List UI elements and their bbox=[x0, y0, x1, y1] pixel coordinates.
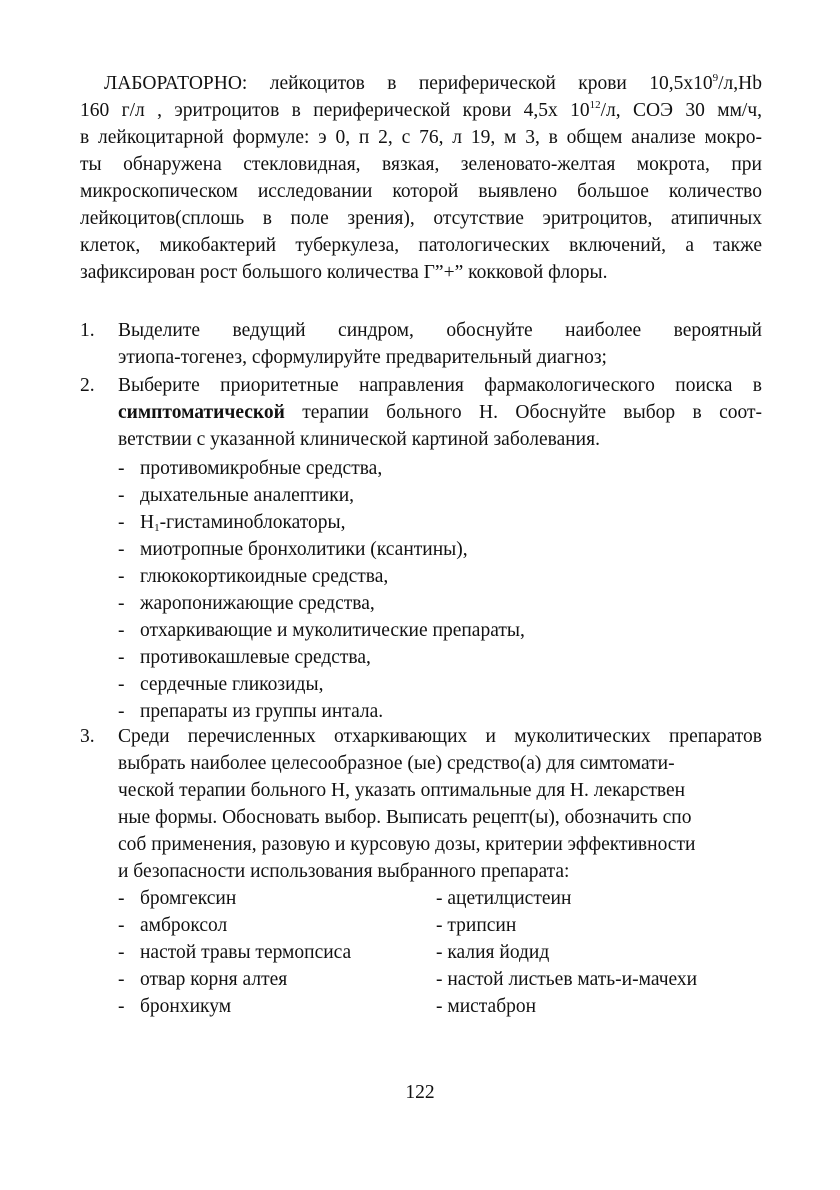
lab-line: лейкоцитов(сплошь в поле зрения), отсутствие эритроцитов, атипичных bbox=[80, 208, 762, 229]
lab-line: ЛАБОРАТОРНО: лейкоцитов в периферической крови $10,5х10^9/л,Hb$ bbox=[104, 72, 762, 94]
list-item: - настой травы термопсиса - калия йодид bbox=[118, 942, 550, 963]
lab-line: микроскопическом исследовании которой выявлено большое количество bbox=[80, 181, 762, 202]
lab-line: клеток, микобактерий туберкулеза, патологических включений, а также bbox=[80, 235, 762, 256]
question-line: симптоматической терапии больного Н. Обоснуйте выбор в соот- bbox=[118, 402, 762, 423]
question-number: 3. bbox=[80, 726, 95, 747]
question-number: 1. bbox=[80, 320, 95, 341]
list-item: - амброксол - трипсин bbox=[118, 915, 517, 936]
question-number: 2. bbox=[80, 375, 95, 396]
list-item: - противокашлевые средства, bbox=[118, 647, 371, 668]
question-line: Выберите приоритетные направления фармакологического поиска в bbox=[118, 375, 762, 396]
drug-list bbox=[118, 885, 762, 1020]
list-item: - жаропонижающие средства, bbox=[118, 593, 375, 614]
question-3 bbox=[80, 723, 762, 1020]
question-1 bbox=[80, 317, 762, 371]
list-item: - отвар корня алтея - настой листьев мать-и-мачехи bbox=[118, 969, 698, 990]
question-line: выбрать наиболее целесообразное (ые) средство(а) для симтомати- bbox=[118, 753, 675, 774]
list-item: - глюкокортикоидные средства, bbox=[118, 566, 389, 587]
list-item: - сердечные гликозиды, bbox=[118, 674, 324, 695]
question-line: Выделите ведущий синдром, обоснуйте наиболее вероятный bbox=[118, 320, 762, 341]
list-item: - бронхикум - мистаброн bbox=[118, 996, 537, 1017]
lab-paragraph bbox=[80, 70, 762, 286]
question-line: Среди перечисленных отхаркивающих и муколитических препаратов bbox=[118, 726, 762, 747]
question-line: и безопасности использования выбранного препарата: bbox=[118, 861, 570, 882]
lab-line: 160 г/л , эритроцитов в периферической крови 4,5х $10^{12}/л$, СОЭ 30 мм/ч, bbox=[80, 99, 763, 121]
page-number: 122 bbox=[405, 1082, 435, 1103]
lab-line: ты обнаружена стекловидная, вязкая, зеленовато-желтая мокрота, при bbox=[80, 154, 762, 175]
question-line: ческой терапии больного Н, указать оптимальные для Н. лекарствен bbox=[118, 780, 686, 801]
options-list bbox=[118, 455, 762, 725]
question-2 bbox=[80, 372, 762, 725]
question-line: ветствии с указанной клинической картиной заболевания. bbox=[118, 429, 600, 450]
list-item: - препараты из группы интала. bbox=[118, 701, 384, 722]
lab-line: в лейкоцитарной формуле: э 0, п 2, с 76, л 19, м 3, в общем анализе мокро- bbox=[80, 127, 762, 148]
list-item: - $H_1$-гистаминоблокаторы, bbox=[118, 512, 346, 534]
list-item: - отхаркивающие и муколитические препараты, bbox=[118, 620, 525, 641]
question-line: ные формы. Обосновать выбор. Выписать рецепт(ы), обозначить спо bbox=[118, 807, 692, 828]
list-item: - бромгексин - ацетилцистеин bbox=[118, 888, 572, 909]
list-item: - дыхательные аналептики, bbox=[118, 485, 355, 506]
list-item: - противомикробные средства, bbox=[118, 458, 383, 479]
list-item: - миотропные бронхолитики (ксантины), bbox=[118, 539, 468, 560]
question-line: этиопа-тогенез, сформулируйте предварительный диагноз; bbox=[118, 347, 607, 368]
lab-line: зафиксирован рост большого количества Г”+” кокковой флоры. bbox=[80, 262, 608, 283]
question-line: соб применения, разовую и курсовую дозы, критерии эффективности bbox=[118, 834, 696, 855]
